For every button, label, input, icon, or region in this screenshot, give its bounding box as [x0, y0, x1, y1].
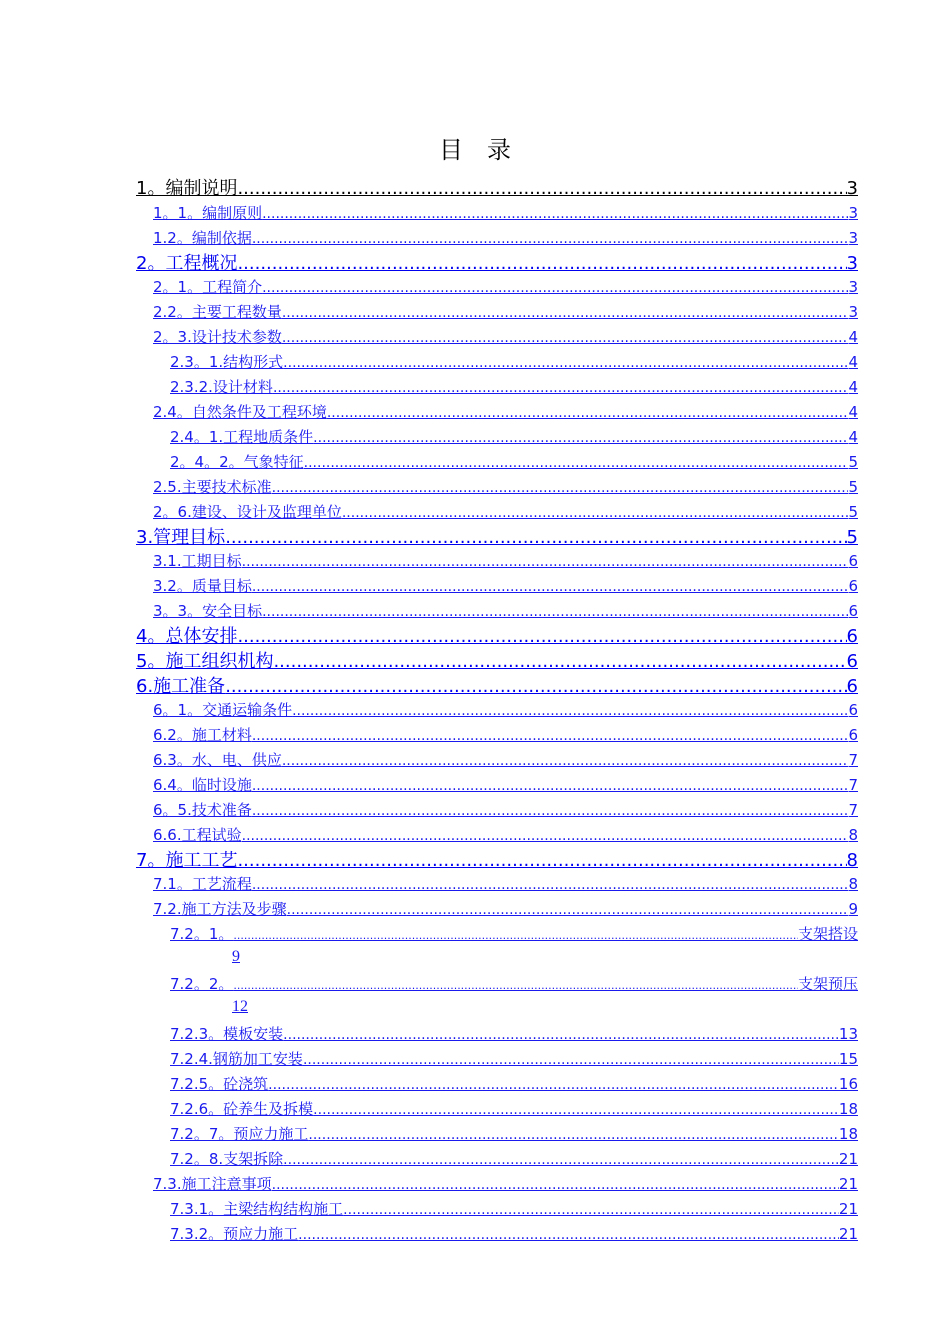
toc-entry-2-5[interactable]: 2.5.主要技术标准 ..... 5	[153, 476, 858, 501]
toc-entry-7-2-2[interactable]: 7.2。2。 ..... 支架预压 12	[170, 973, 858, 1023]
toc-entry-1[interactable]: 1。编制说明 ..... 3	[136, 174, 858, 199]
toc-entry-7-2-4[interactable]: 7.2.4.钢筋加工安装 ..... 15	[170, 1048, 858, 1073]
toc-entry-7-2-1[interactable]: 7.2。1。 ..... 支架搭设 9	[170, 923, 858, 973]
toc-entry-7-2[interactable]: 7.2.施工方法及步骤 ..... 9	[153, 898, 858, 923]
toc-entry-6-2[interactable]: 6.2。施工材料 ..... 6	[153, 724, 858, 749]
toc-entry-2-6[interactable]: 2。6.建设、设计及监理单位 ..... 5	[153, 501, 858, 526]
toc-entry-2-3-2[interactable]: 2.3.2.设计材料 ..... 4	[170, 376, 858, 401]
toc-entry-2-4-1[interactable]: 2.4。1.工程地质条件 ..... 4	[170, 426, 858, 451]
toc-entry-6-5[interactable]: 6。5.技术准备 ..... 7	[153, 799, 858, 824]
toc-entry-6-4[interactable]: 6.4。临时设施 ..... 7	[153, 774, 858, 799]
toc-entry-7-3-2[interactable]: 7.3.2。预应力施工 ..... 21	[170, 1223, 858, 1248]
toc-title: 目 录	[439, 136, 511, 164]
toc-entry-7-3[interactable]: 7.3.施工注意事项 ..... 21	[153, 1173, 858, 1198]
toc-entry-7-2-8[interactable]: 7.2。8.支架拆除 ..... 21	[170, 1148, 858, 1173]
toc-entry-7-2-7[interactable]: 7.2。7。预应力施工 ..... 18	[170, 1123, 858, 1148]
toc-entry-3-1[interactable]: 3.1.工期目标 ..... 6	[153, 550, 858, 575]
toc-entry-1-1[interactable]: 1。1。编制原则 ..... 3	[153, 202, 858, 227]
toc-entry-7-2-6[interactable]: 7.2.6。砼养生及拆模 ..... 18	[170, 1098, 858, 1123]
toc-entry-2-3-1[interactable]: 2.3。1.结构形式 ..... 4	[170, 351, 858, 376]
toc-entry-6-6[interactable]: 6.6.工程试验 ..... 8	[153, 824, 858, 849]
toc-entry-2-1[interactable]: 2。1。工程简介 ..... 3	[153, 276, 858, 301]
toc-entry-7-3-1[interactable]: 7.3.1。主梁结构结构施工 ..... 21	[170, 1198, 858, 1223]
toc-entry-2[interactable]: 2。工程概况 ..... 3	[136, 249, 858, 274]
toc-entry-7-2-5[interactable]: 7.2.5。砼浇筑 ..... 16	[170, 1073, 858, 1098]
toc-entry-7-2-3[interactable]: 7.2.3。模板安装 ..... 13	[170, 1023, 858, 1048]
toc-entry-3-2[interactable]: 3.2。质量目标 ..... 6	[153, 575, 858, 600]
toc-entry-3-3[interactable]: 3。3。安全目标 ..... 6	[153, 600, 858, 625]
toc-entry-2-2[interactable]: 2.2。主要工程数量 ..... 3	[153, 301, 858, 326]
toc-entry-3[interactable]: 3.管理目标 ..... 5	[136, 523, 858, 548]
toc-entry-2-3[interactable]: 2。3.设计技术参数 ..... 4	[153, 326, 858, 351]
toc-entry-1-2[interactable]: 1.2。编制依据 ..... 3	[153, 227, 858, 252]
toc-entry-5[interactable]: 5。施工组织机构 ..... 6	[136, 647, 858, 672]
toc-entry-6-1[interactable]: 6。1。交通运输条件 ..... 6	[153, 699, 858, 724]
toc-entry-7[interactable]: 7。施工工艺 ..... 8	[136, 846, 858, 871]
toc-entry-6-3[interactable]: 6.3。水、电、供应 ..... 7	[153, 749, 858, 774]
toc-entry-4[interactable]: 4。总体安排 ..... 6	[136, 622, 858, 647]
toc-entry-7-1[interactable]: 7.1。工艺流程 ..... 8	[153, 873, 858, 898]
toc-entry-2-4-2[interactable]: 2。4。2。气象特征 ..... 5	[170, 451, 858, 476]
toc-entry-2-4[interactable]: 2.4。自然条件及工程环境 ..... 4	[153, 401, 858, 426]
toc-entry-6[interactable]: 6.施工准备 ..... 6	[136, 672, 858, 697]
